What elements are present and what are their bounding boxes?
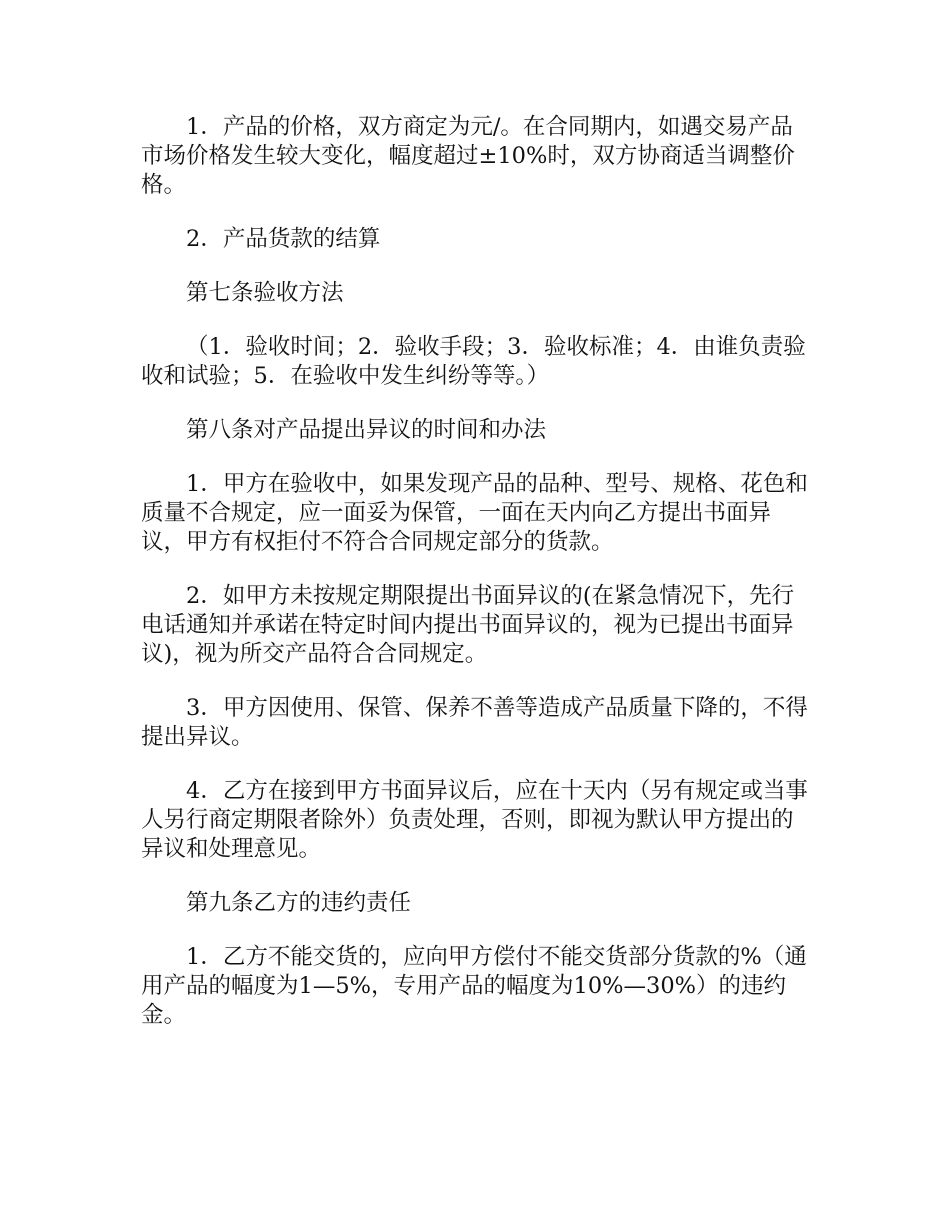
article-7-heading: 第七条验收方法	[186, 280, 344, 306]
objection-clause-1-paragraph: 1．甲方在验收中，如果发现产品的品种、型号、规格、花色和质量不合规定，应一面妥为保管，一面在天内向乙方提出书面异议，甲方有权拒付不符合合同规定部分的货款。	[141, 471, 808, 555]
objection-clause-3-paragraph: 3．甲方因使用、保管、保养不善等造成产品质量下降的，不得提出异议。	[141, 695, 808, 750]
inspection-items-paragraph: （1．验收时间；2．验收手段；3．验收标准；4．由谁负责验收和试验；5．在验收中发生纠纷等等。）	[141, 334, 806, 389]
document-body	[141, 113, 813, 1055]
article-9-heading: 第九条乙方的违约责任	[186, 890, 412, 916]
objection-clause-4-paragraph: 4．乙方在接到甲方书面异议后，应在十天内（另有规定或当事人另行商定期限者除外）负责处理，否则，即视为默认甲方提出的异议和处理意见。	[141, 778, 808, 862]
payment-settlement-paragraph: 2．产品货款的结算	[186, 226, 381, 252]
article-8-heading: 第八条对产品提出异议的时间和办法	[186, 417, 547, 443]
price-clause-paragraph: 1．产品的价格，双方商定为元/。在合同期内，如遇交易产品市场价格发生较大变化，幅度超过±10%时，双方协商适当调整价格。	[141, 114, 795, 198]
objection-clause-2-paragraph: 2．如甲方未按规定期限提出书面异议的(在紧急情况下，先行电话通知并承诺在特定时间内提出书面异议的，视为已提出书面异议)，视为所交产品符合合同规定。	[141, 583, 795, 667]
breach-clause-1-paragraph: 1．乙方不能交货的，应向甲方偿付不能交货部分货款的%（通用产品的幅度为1—5%，专用产品的幅度为10%—30%）的违约金。	[141, 944, 807, 1028]
